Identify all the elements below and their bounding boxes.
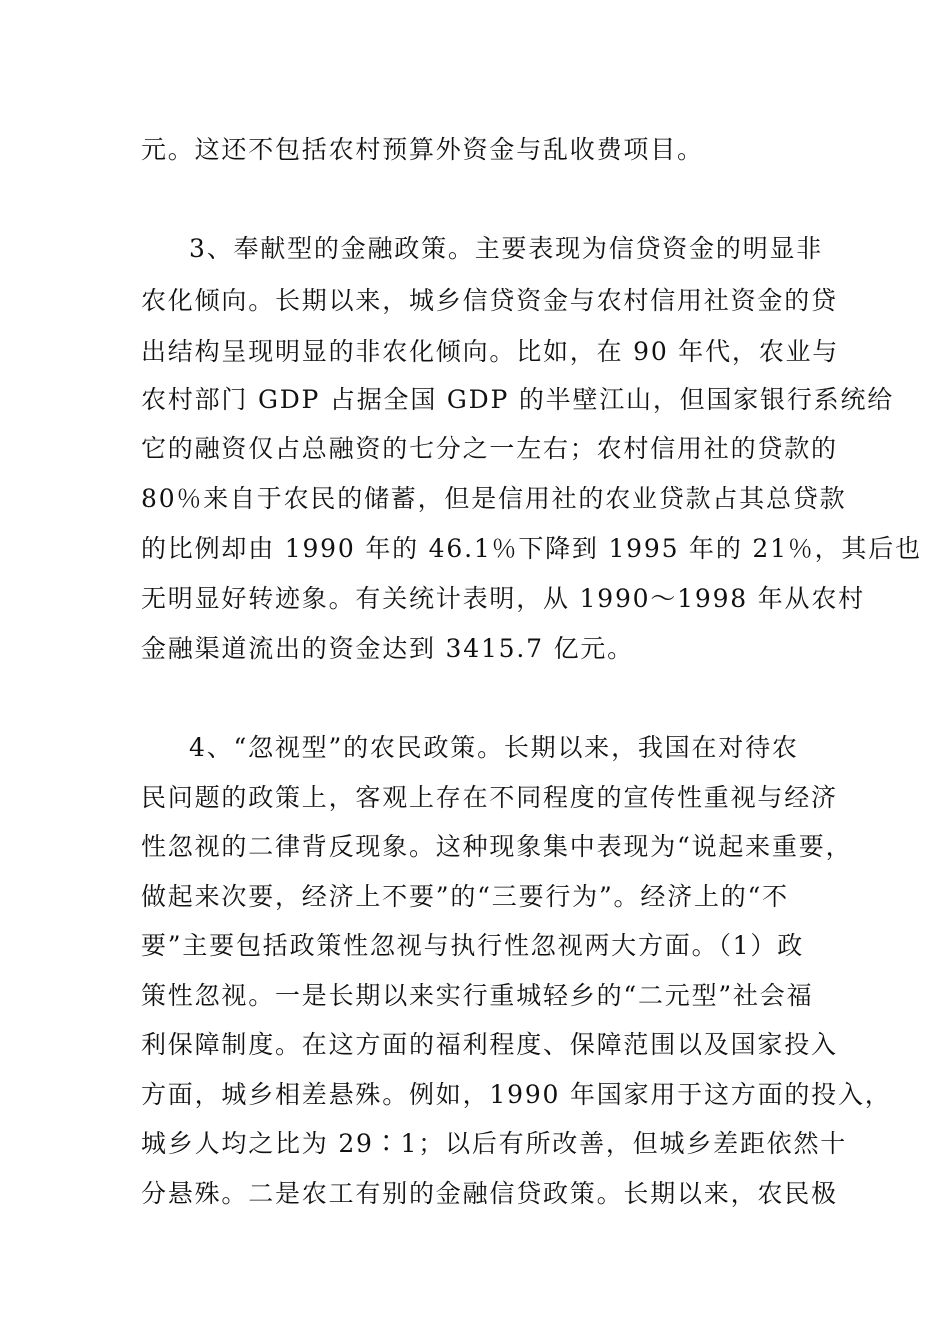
text-line: 80％来自于农民的储蓄，但是信用社的农业贷款占其总贷款	[141, 484, 847, 513]
text-line: 民问题的政策上，客观上存在不同程度的宣传性重视与经济	[141, 783, 838, 812]
text-line: 城乡人均之比为 29∶1；以后有所改善，但城乡差距依然十	[141, 1129, 848, 1158]
text-line: 元。这还不包括农村预算外资金与乱收费项目。	[141, 135, 704, 164]
text-line: 分悬殊。二是农工有别的金融信贷政策。长期以来，农民极	[141, 1179, 838, 1208]
text-line: 的比例却由 1990 年的 46.1％下降到 1995 年的 21％，其后也	[141, 534, 922, 563]
text-line: 出结构呈现明显的非农化倾向。比如，在 90 年代，农业与	[141, 337, 840, 366]
text-line: 3、奉献型的金融政策。主要表现为信贷资金的明显非	[189, 234, 824, 263]
text-line: 4、“忽视型”的农民政策。长期以来，我国在对待农	[189, 733, 799, 762]
text-line: 无明显好转迹象。有关统计表明，从 1990～1998 年从农村	[141, 584, 865, 613]
text-line: 金融渠道流出的资金达到 3415.7 亿元。	[141, 634, 634, 663]
text-line: 农村部门 GDP 占据全国 GDP 的半壁江山，但国家银行系统给	[141, 385, 895, 414]
text-line: 方面，城乡相差悬殊。例如，1990 年国家用于这方面的投入，	[141, 1080, 892, 1109]
text-line: 性忽视的二律背反现象。这种现象集中表现为“说起来重要，	[141, 832, 853, 861]
text-line: 策性忽视。一是长期以来实行重城轻乡的“二元型”社会福	[141, 981, 814, 1010]
text-line: 它的融资仅占总融资的七分之一左右；农村信用社的贷款的	[141, 434, 838, 463]
text-line: 做起来次要，经济上不要”的“三要行为”。经济上的“不	[141, 882, 789, 911]
text-line: 利保障制度。在这方面的福利程度、保障范围以及国家投入	[141, 1030, 838, 1059]
text-line: 农化倾向。长期以来，城乡信贷资金与农村信用社资金的贷	[141, 286, 838, 315]
text-line: 要”主要包括政策性忽视与执行性忽视两大方面。（1）政	[141, 931, 804, 960]
